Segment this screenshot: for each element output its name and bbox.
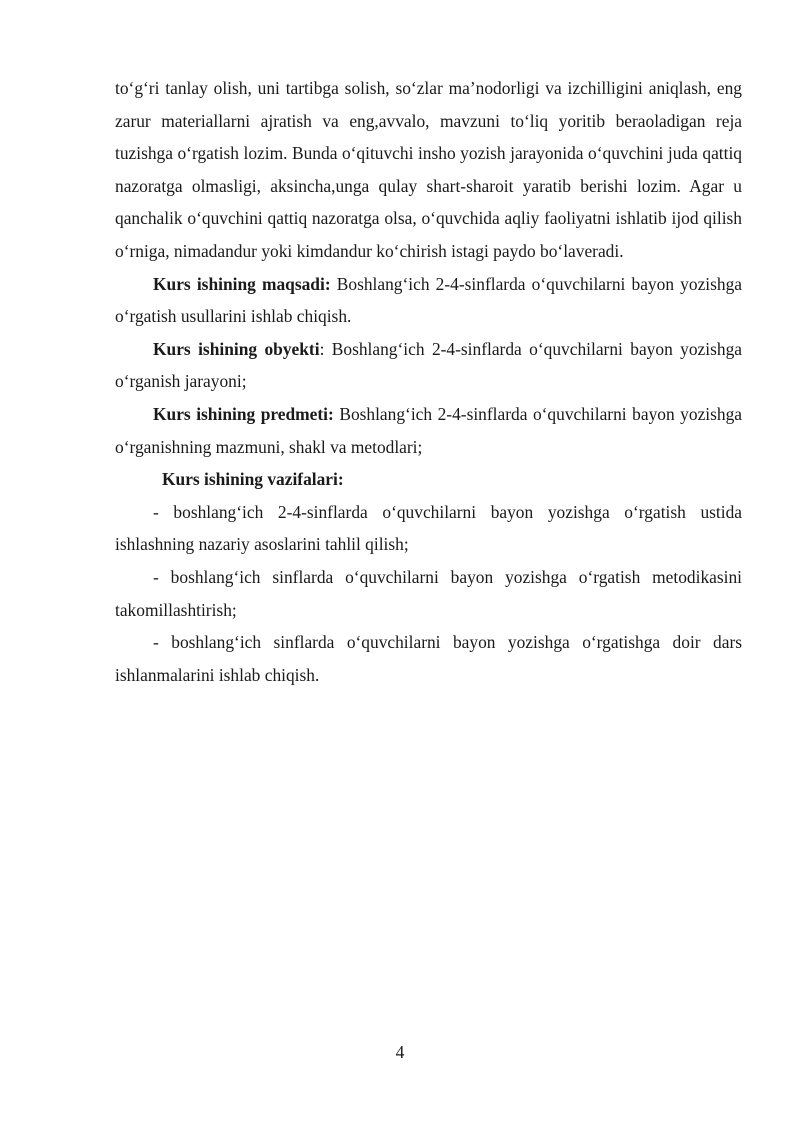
intro-paragraph: to‘g‘ri tanlay olish, uni tartibga solish, so‘zlar ma’nodorligi va izchilligini aniqlash, eng zarur materiallarni ajratish va eng,avvalo, mavzuni to‘liq yoritib beraoladigan reja tuzishga o‘rgatish lozim. Bunda o‘qituvchi insho yozish jarayonida o‘quvchini juda qattiq nazoratga olmasligi, aksincha,unga qulay shart-sharoit yaratib berishi lozim. Agar u qanchalik o‘quvchini qattiq nazoratga olsa, o‘quvchida aqliy faoliyatni ishlatib ijod qilish o‘rniga, nimadandur yoki kimdandur ko‘chirish istagi paydo bo‘laveradi. bbox=[115, 78, 742, 261]
subject-label: Kurs ishining predmeti: bbox=[153, 403, 334, 424]
subject-paragraph bbox=[115, 398, 742, 463]
goal-text: Boshlang‘ich 2-4-sinflarda o‘quvchilarni bayon yozishga o‘rgatish usullarini ishlab chiqish. bbox=[115, 273, 742, 327]
task-item: - boshlang‘ich 2-4-sinflarda o‘quvchilarni bayon yozishga o‘rgatish ustida ishlashning nazariy asoslarini tahlil qilish; bbox=[115, 501, 742, 555]
document-body bbox=[115, 72, 742, 691]
goal-label: Kurs ishining maqsadi: bbox=[153, 273, 331, 294]
object-label: Kurs ishining obyekti bbox=[153, 338, 320, 359]
task-item: - boshlang‘ich sinflarda o‘quvchilarni bayon yozishga o‘rgatish metodikasini takomillashtirish; bbox=[115, 566, 742, 620]
object-paragraph bbox=[115, 333, 742, 398]
task-item: - boshlang‘ich sinflarda o‘quvchilarni bayon yozishga o‘rgatishga doir dars ishlanmalarini ishlab chiqish. bbox=[115, 632, 742, 685]
page-number: 4 bbox=[395, 1042, 405, 1062]
goal-paragraph bbox=[115, 268, 742, 333]
subject-text: Boshlang‘ich 2-4-sinflarda o‘quvchilarni bayon yozishga o‘rganishning mazmuni, shakl va metodlari; bbox=[115, 403, 742, 457]
object-text: : Boshlang‘ich 2-4-sinflarda o‘quvchilarni bayon yozishga o‘rganish jarayoni; bbox=[115, 338, 742, 392]
tasks-heading: Kurs ishining vazifalari: bbox=[162, 469, 344, 490]
